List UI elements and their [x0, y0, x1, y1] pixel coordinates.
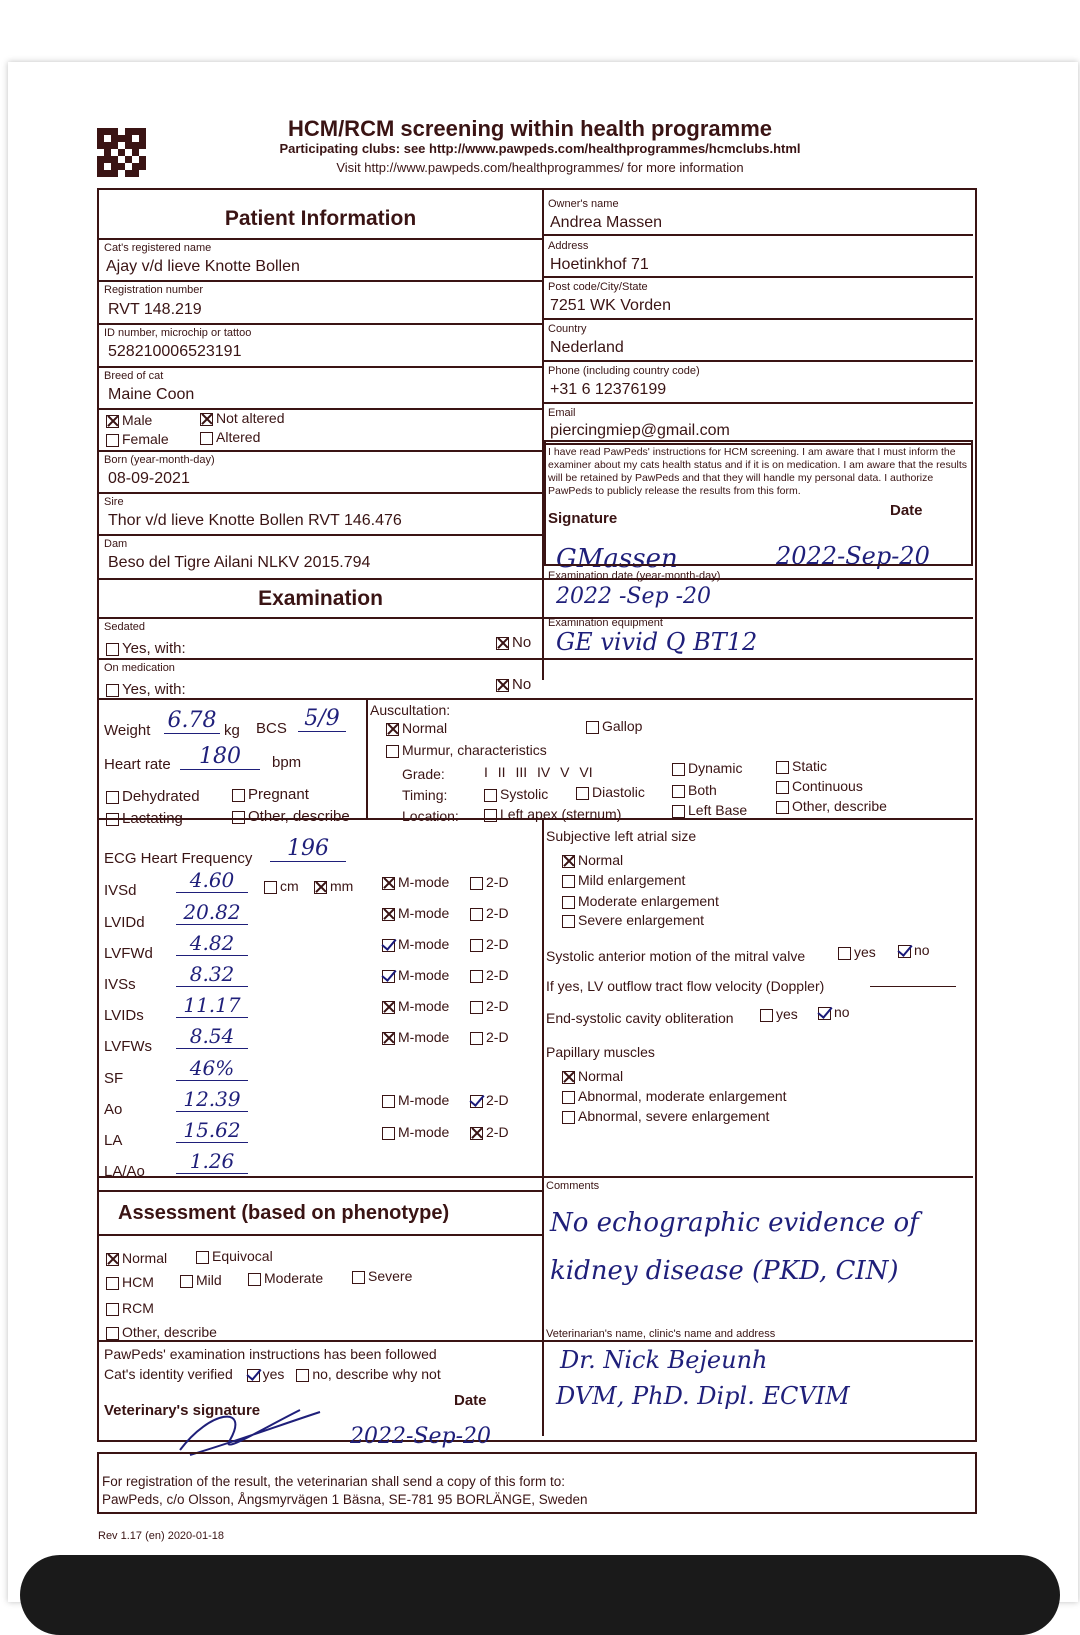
- consent-text: I have read PawPeds' instructions for HCM screening. I am aware that I must inform the examiner about my cats health status and if it is on medication. I am aware that the results will be retained by PawPeds and that they will handle my personal data. I authorize PawPeds to publicly release the results from this form.: [548, 446, 968, 497]
- ivsd-2d-checkbox[interactable]: [470, 877, 483, 890]
- lvfws-value[interactable]: 8.54: [176, 1024, 248, 1049]
- ivsd-value[interactable]: 4.60: [176, 868, 248, 893]
- lvfwd-2d-checkbox[interactable]: [470, 939, 483, 952]
- label: Mild: [196, 1272, 222, 1288]
- label: 2-D: [486, 936, 509, 952]
- assessment-date-label: Date: [454, 1392, 487, 1409]
- label: Normal: [122, 1250, 168, 1266]
- lvids-mmode-checkbox[interactable]: [382, 1001, 395, 1014]
- label: no: [834, 1004, 850, 1020]
- id-number[interactable]: 528210006523191: [108, 343, 242, 360]
- atrial-normal-checkbox[interactable]: [562, 855, 575, 868]
- label: Registration number: [104, 284, 204, 296]
- owner-signature-label: Signature: [548, 510, 618, 527]
- systolic-checkbox[interactable]: [484, 789, 497, 802]
- weight-value[interactable]: 6.78: [164, 708, 220, 734]
- label: End-systolic cavity obliteration: [546, 1010, 734, 1026]
- owner-sign-date[interactable]: 2022-Sep-20: [776, 542, 930, 570]
- label: Equivocal: [212, 1248, 273, 1264]
- label: Address: [548, 240, 589, 252]
- heart-rate-value[interactable]: 180: [180, 744, 260, 770]
- label: LVFWs: [104, 1038, 153, 1055]
- la-2d-checkbox[interactable]: [470, 1127, 483, 1140]
- medication-yes-checkbox[interactable]: [106, 684, 119, 697]
- label: Other, describe: [248, 808, 350, 825]
- label: yes: [854, 944, 876, 960]
- vet-credentials[interactable]: DVM, PhD. Dipl. ECVIM: [556, 1382, 850, 1410]
- label: Breed of cat: [104, 370, 164, 382]
- owner-address[interactable]: Hoetinkhof 71: [550, 256, 649, 273]
- label: Both: [688, 782, 717, 798]
- label: Subjective left atrial size: [546, 828, 697, 844]
- label: LA/Ao: [104, 1163, 145, 1180]
- label: No: [512, 676, 532, 693]
- label: Owner's name: [548, 198, 619, 210]
- label: no, describe why not: [312, 1366, 441, 1382]
- label: 2-D: [486, 905, 509, 921]
- label: ID number, microchip or tattoo: [104, 327, 252, 339]
- sam-no-checkbox[interactable]: [898, 945, 911, 958]
- male-checkbox[interactable]: [106, 415, 119, 428]
- label: HCM: [122, 1274, 154, 1290]
- breed[interactable]: Maine Coon: [108, 386, 195, 403]
- vet-name[interactable]: Dr. Nick Bejeunh: [560, 1346, 768, 1374]
- label: Murmur, characteristics: [402, 742, 547, 758]
- lvfws-2d-checkbox[interactable]: [470, 1032, 483, 1045]
- label: On medication: [104, 662, 175, 674]
- label: Auscultation:: [370, 702, 451, 718]
- ecg-value[interactable]: 196: [270, 836, 346, 862]
- label: Comments: [546, 1180, 600, 1192]
- sam-yes-checkbox[interactable]: [838, 947, 851, 960]
- dehydrated-checkbox[interactable]: [106, 791, 119, 804]
- assessment-hcm-checkbox[interactable]: [106, 1277, 119, 1290]
- label: LVIDs: [104, 1007, 144, 1024]
- label: No: [512, 634, 532, 651]
- cat-registered-name[interactable]: Ajay v/d lieve Knotte Bollen: [106, 258, 300, 275]
- label: Born (year-month-day): [104, 454, 215, 466]
- label: yes: [776, 1006, 798, 1022]
- label: kg: [224, 722, 240, 739]
- lvfwd-mmode-checkbox[interactable]: [382, 939, 395, 952]
- footer-line-1: For registration of the result, the veterinarian shall send a copy of this form to:: [102, 1474, 565, 1489]
- assessment-mild-checkbox[interactable]: [180, 1275, 193, 1288]
- label: bpm: [272, 754, 302, 771]
- atrial-severe-checkbox[interactable]: [562, 915, 575, 928]
- label: 2-D: [486, 874, 509, 890]
- cm-checkbox[interactable]: [264, 881, 277, 894]
- label: 2-D: [486, 998, 509, 1014]
- label: Cat's registered name: [104, 242, 212, 254]
- registration-number[interactable]: RVT 148.219: [108, 301, 202, 318]
- lvidd-2d-checkbox[interactable]: [470, 908, 483, 921]
- label: RCM: [122, 1300, 154, 1316]
- footer-line-2: PawPeds, c/o Olsson, Ångsmyrvägen 1 Bäsna, SE-781 95 BORLÄNGE, Sweden: [102, 1492, 588, 1507]
- label: If yes, LV outflow tract flow velocity (Doppler): [546, 978, 825, 994]
- sedated-yes-checkbox[interactable]: [106, 643, 119, 656]
- label: Moderate enlargement: [578, 893, 719, 909]
- label: Left Base: [688, 802, 748, 818]
- label: Post code/City/State: [548, 281, 648, 293]
- label: Sire: [104, 496, 124, 508]
- label: Severe: [368, 1268, 413, 1284]
- label: M-mode: [398, 874, 450, 890]
- label: LA: [104, 1132, 123, 1149]
- label: yes: [262, 1366, 285, 1382]
- label: Country: [548, 323, 587, 335]
- label: ECG Heart Frequency: [104, 850, 253, 867]
- label: no: [914, 942, 930, 958]
- assessment-moderate-checkbox[interactable]: [248, 1273, 261, 1286]
- label: Location:: [402, 808, 459, 824]
- assessment-equivocal-checkbox[interactable]: [196, 1251, 209, 1264]
- not-altered-checkbox[interactable]: [200, 413, 213, 426]
- papillary-severe-checkbox[interactable]: [562, 1111, 575, 1124]
- label: Email: [548, 407, 576, 419]
- label: Phone (including country code): [548, 365, 700, 377]
- label: M-mode: [398, 998, 450, 1014]
- label: Systolic: [500, 786, 549, 802]
- esco-no-checkbox[interactable]: [818, 1007, 831, 1020]
- vet-signature-stroke: [180, 1410, 320, 1455]
- form-title: HCM/RCM screening within health programme: [287, 116, 773, 141]
- lvot-line[interactable]: [870, 986, 956, 987]
- ao-mmode-checkbox[interactable]: [382, 1095, 395, 1108]
- ivsd-mmode-checkbox[interactable]: [382, 877, 395, 890]
- diastolic-checkbox[interactable]: [576, 787, 589, 800]
- label: Heart rate: [104, 756, 171, 773]
- mm-checkbox[interactable]: [314, 881, 327, 894]
- label: Left apex (sternum): [500, 806, 622, 822]
- assessment-title: Assessment (based on phenotype): [118, 1202, 450, 1224]
- sf-value[interactable]: 46%: [176, 1056, 248, 1081]
- papillary-normal-checkbox[interactable]: [562, 1071, 575, 1084]
- label: Grade:: [402, 766, 445, 782]
- owner-phone[interactable]: +31 6 12376199: [550, 381, 667, 398]
- born-date[interactable]: 08-09-2021: [108, 470, 190, 487]
- grade-options[interactable]: I II III IV V VI: [484, 764, 593, 780]
- label: Sedated: [104, 621, 145, 633]
- la-mmode-checkbox[interactable]: [382, 1127, 395, 1140]
- vet-signature-scribble[interactable]: [170, 1400, 330, 1460]
- lvfws-mmode-checkbox[interactable]: [382, 1032, 395, 1045]
- left-base-checkbox[interactable]: [672, 805, 685, 818]
- sedated-no-checkbox[interactable]: [496, 637, 509, 650]
- owner-name[interactable]: Andrea Massen: [550, 214, 663, 231]
- ao-2d-checkbox[interactable]: [470, 1095, 483, 1108]
- both-checkbox[interactable]: [672, 785, 685, 798]
- label: M-mode: [398, 967, 450, 983]
- static-checkbox[interactable]: [776, 761, 789, 774]
- lvfwd-value[interactable]: 4.82: [176, 931, 248, 956]
- identity-yes-checkbox[interactable]: [247, 1369, 260, 1382]
- label: Other, describe: [122, 1324, 217, 1340]
- bcs-value[interactable]: 5/9: [298, 706, 346, 732]
- label: M-mode: [398, 905, 450, 921]
- label: Female: [122, 431, 169, 447]
- label: 2-D: [486, 967, 509, 983]
- label: M-mode: [398, 1124, 450, 1140]
- label: PawPeds' examination instructions has been followed: [104, 1346, 437, 1362]
- owner-signature[interactable]: GMassen: [556, 544, 678, 574]
- revision: Rev 1.17 (en) 2020-01-18: [98, 1530, 224, 1542]
- owner-date-label: Date: [890, 502, 923, 519]
- assessment-other-checkbox[interactable]: [106, 1327, 119, 1340]
- label: Dam: [104, 538, 128, 550]
- pregnant-checkbox[interactable]: [232, 789, 245, 802]
- assessment-date[interactable]: 2022-Sep-20: [350, 1424, 492, 1449]
- la-value[interactable]: 15.62: [176, 1118, 248, 1143]
- ivss-mmode-checkbox[interactable]: [382, 970, 395, 983]
- label: Dehydrated: [122, 788, 200, 805]
- label: Normal: [402, 720, 448, 736]
- label: Male: [122, 412, 153, 428]
- label: M-mode: [398, 1092, 450, 1108]
- owner-email[interactable]: piercingmiep@gmail.com: [550, 422, 730, 439]
- label: mm: [330, 878, 354, 894]
- comments-line-2[interactable]: kidney disease (PKD, CIN): [550, 1256, 899, 1286]
- label: Diastolic: [592, 784, 645, 800]
- la-ao-value[interactable]: 1.26: [176, 1149, 248, 1174]
- ivss-value[interactable]: 8.32: [176, 962, 248, 987]
- other-location-checkbox[interactable]: [776, 801, 789, 814]
- label: Not altered: [216, 410, 285, 426]
- female-checkbox[interactable]: [106, 434, 119, 447]
- lvidd-mmode-checkbox[interactable]: [382, 908, 395, 921]
- label: Moderate: [264, 1270, 324, 1286]
- owner-post[interactable]: 7251 WK Vorden: [550, 297, 671, 314]
- label: Examination equipment: [548, 617, 663, 629]
- label: cm: [280, 878, 299, 894]
- dynamic-checkbox[interactable]: [672, 763, 685, 776]
- label: LVFWd: [104, 945, 153, 962]
- label: BCS: [256, 720, 287, 737]
- label: Other, describe: [792, 798, 887, 814]
- label: IVSs: [104, 976, 136, 993]
- dam[interactable]: Beso del Tigre Ailani NLKV 2015.794: [108, 554, 371, 571]
- atrial-moderate-checkbox[interactable]: [562, 896, 575, 909]
- label: Ao: [104, 1101, 123, 1118]
- assessment-normal-checkbox[interactable]: [106, 1253, 119, 1266]
- label: Static: [792, 758, 828, 774]
- label: Veterinarian's name, clinic's name and address: [546, 1328, 776, 1340]
- label: Normal: [578, 852, 624, 868]
- visit-link[interactable]: Visit http://www.pawpeds.com/healthprogrammes/ for more information: [336, 160, 744, 175]
- continuous-checkbox[interactable]: [776, 781, 789, 794]
- vet-signature-label: Veterinary's signature: [104, 1402, 261, 1419]
- identity-no-checkbox[interactable]: [296, 1369, 309, 1382]
- label: Abnormal, severe enlargement: [578, 1108, 770, 1124]
- medication-no-checkbox[interactable]: [496, 679, 509, 692]
- label: SF: [104, 1070, 124, 1087]
- label: IVSd: [104, 882, 137, 899]
- label: Abnormal, moderate enlargement: [578, 1088, 787, 1104]
- altered-checkbox[interactable]: [200, 432, 213, 445]
- label: Papillary muscles: [546, 1044, 655, 1060]
- atrial-mild-checkbox[interactable]: [562, 875, 575, 888]
- examination-title: Examination: [258, 587, 383, 610]
- label: 2-D: [486, 1124, 509, 1140]
- label: Gallop: [602, 718, 643, 734]
- auscultation-normal-checkbox[interactable]: [386, 723, 399, 736]
- lvids-value[interactable]: 11.17: [176, 993, 248, 1018]
- label: Weight: [104, 722, 151, 739]
- assessment-severe-checkbox[interactable]: [352, 1271, 365, 1284]
- label: Dynamic: [688, 760, 743, 776]
- label: Continuous: [792, 778, 863, 794]
- papillary-moderate-checkbox[interactable]: [562, 1091, 575, 1104]
- label: Yes, with:: [122, 681, 186, 698]
- label: Systolic anterior motion of the mitral valve: [546, 948, 806, 964]
- exam-equipment[interactable]: GE vivid Q BT12: [556, 628, 758, 656]
- qr-code: [97, 128, 146, 177]
- label: Cat's identity verified: [104, 1366, 233, 1382]
- sire[interactable]: Thor v/d lieve Knotte Bollen RVT 146.476: [108, 512, 402, 529]
- gallop-checkbox[interactable]: [586, 721, 599, 734]
- lvidd-value[interactable]: 20.82: [176, 900, 248, 925]
- system-bottom-bar: [20, 1555, 1060, 1635]
- label: Lactating: [122, 810, 183, 827]
- label: M-mode: [398, 1029, 450, 1045]
- label: Severe enlargement: [578, 912, 705, 928]
- label: Examination date (year-month-day): [548, 570, 721, 582]
- label: Altered: [216, 429, 261, 445]
- label: Timing:: [402, 787, 448, 803]
- comments-line-1[interactable]: No echographic evidence of: [550, 1208, 919, 1238]
- label: Mild enlargement: [578, 872, 686, 888]
- exam-date[interactable]: 2022 -Sep -20: [556, 584, 712, 609]
- label: Yes, with:: [122, 640, 186, 657]
- label: 2-D: [486, 1029, 509, 1045]
- assessment-rcm-checkbox[interactable]: [106, 1303, 119, 1316]
- clubs-link[interactable]: Participating clubs: see http://www.pawpeds.com/healthprogrammes/hcmclubs.html: [279, 141, 801, 156]
- murmur-checkbox[interactable]: [386, 745, 399, 758]
- ivss-2d-checkbox[interactable]: [470, 970, 483, 983]
- label: Normal: [578, 1068, 624, 1084]
- label: M-mode: [398, 936, 450, 952]
- label: LVIDd: [104, 914, 145, 931]
- label: 2-D: [486, 1092, 509, 1108]
- owner-country[interactable]: Nederland: [550, 339, 624, 356]
- label: Pregnant: [248, 786, 309, 803]
- patient-section-title: Patient Information: [224, 207, 417, 230]
- ao-value[interactable]: 12.39: [176, 1087, 248, 1112]
- esco-yes-checkbox[interactable]: [760, 1009, 773, 1022]
- lvids-2d-checkbox[interactable]: [470, 1001, 483, 1014]
